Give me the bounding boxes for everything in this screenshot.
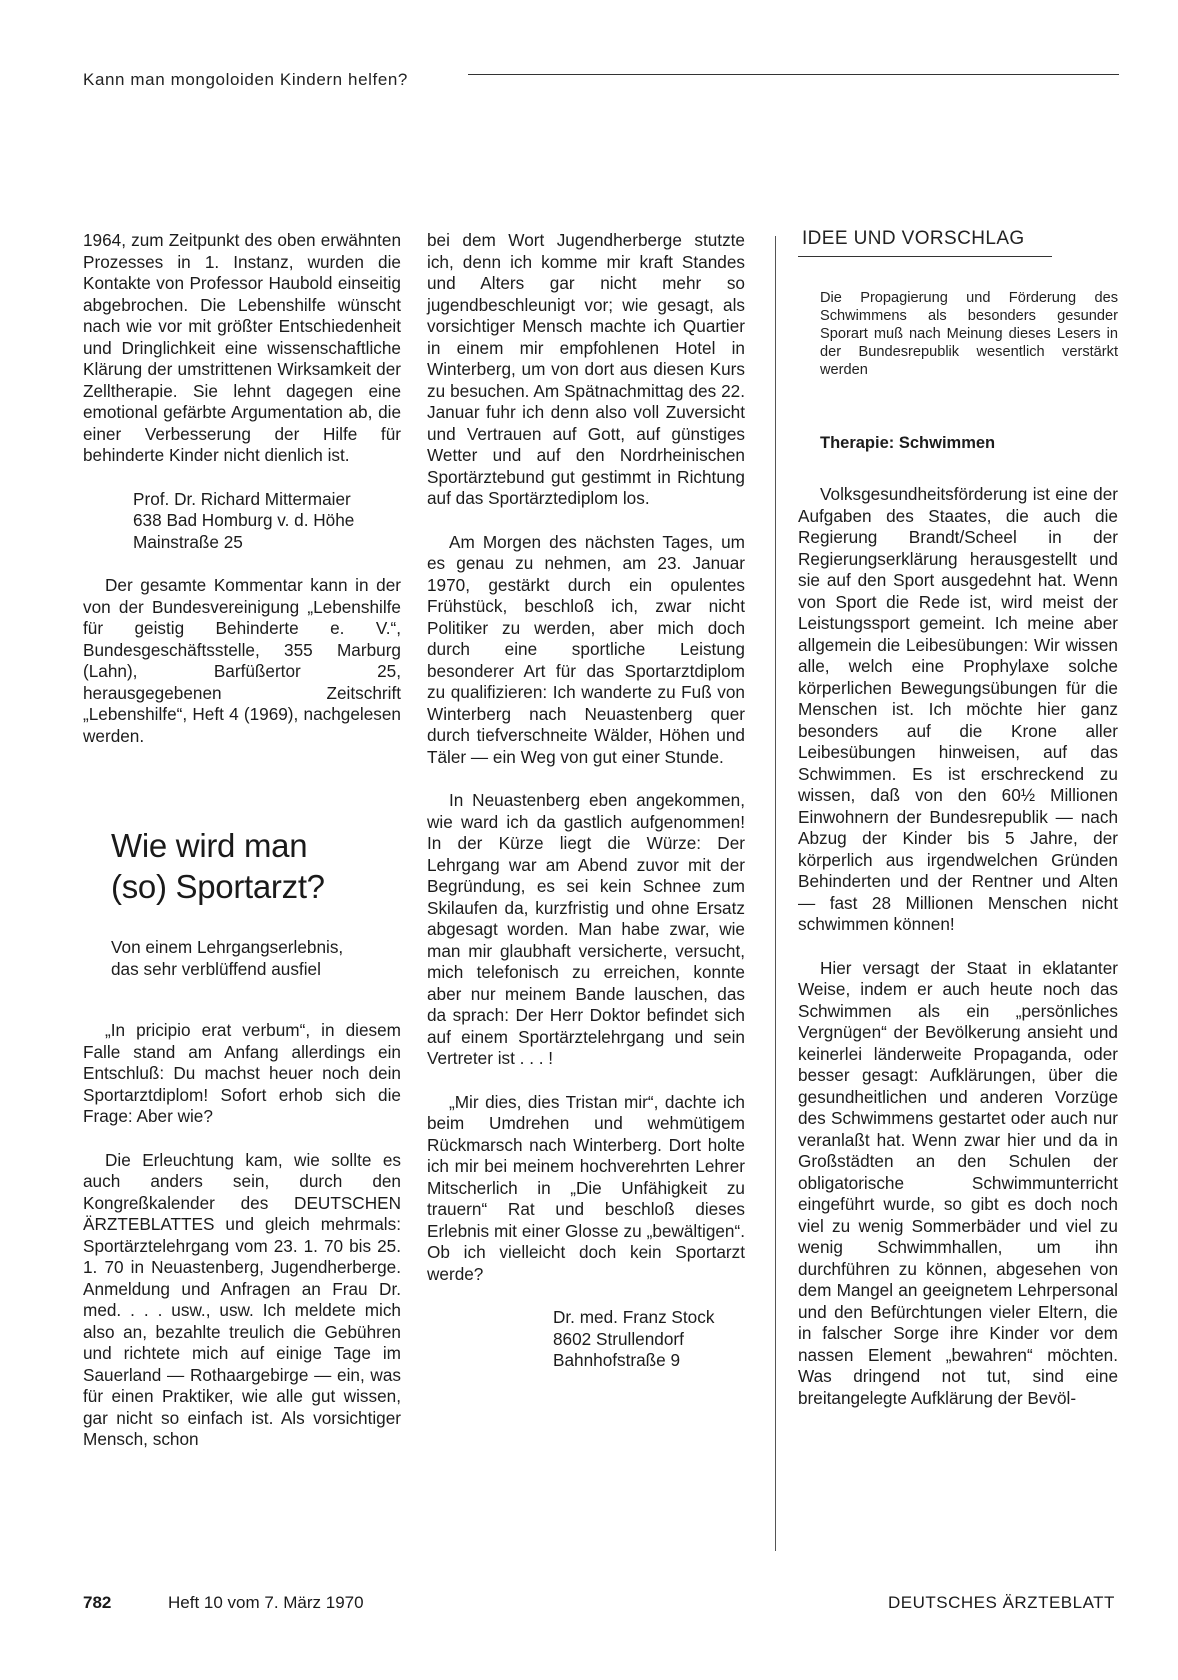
signature-city: 8602 Strullendorf [553,1328,684,1349]
article-lead [798,289,1118,379]
article-subhead [83,937,401,980]
column-rule [775,236,776,1551]
spacer [798,936,1118,958]
section-label: IDEE UND VORSCHLAG [798,228,1052,257]
lead-text: Die Propagierung und Förderung des Schwimmens als besonders gesunder Sporart muß nach Meinung dieses Lesers in der Bundesrepublik wesentlich verstärkt werden [820,289,1118,378]
signature-street: Mainstraße 25 [133,531,243,552]
spacer [427,510,745,532]
subhead-line: Von einem Lehrgangserlebnis, [111,937,344,957]
signature-name: Prof. Dr. Richard Mittermaier [133,488,351,509]
spacer [798,454,1118,484]
paragraph: bei dem Wort Jugendherberge stutzte ich, denn ich komme mir kraft Standes und Alters gar nicht mehr so jugendbeschleunigt vor; wie gesagt, als vorsichtiger Mensch machte ich Quartier in einem mir empfohlenen Hotel in Winterberg, um von dort aus diesen Kurs zu besuchen. Am Spätnachmittag des 22. Januar fuhr ich denn also voll Zuversicht und Vertrauen auf Gott, auf günstiges Wetter und auf den Nordrheinischen Sportärztebund gut gestimmt in Richtung auf das Sportärztediplom los. [427,230,745,508]
article-headline [83,825,401,907]
signature-block [83,489,401,554]
paragraph: Der gesamte Kommentar kann in der von der Bundesvereinigung „Lebenshilfe für geistig Behinderte e. V.“, Bundesgeschäftsstelle, 355 Marburg (Lahn), Barfüßertor 25, herausgegebenen Zeitschrift „Lebenshilfe“, Heft 4 (1969), nachgelesen werden. [83,575,401,746]
spacer [83,467,401,489]
column-middle [427,230,745,1372]
spacer [83,1128,401,1150]
page-number: 782 [83,1593,112,1612]
issue-info: Heft 10 vom 7. März 1970 [168,1593,364,1612]
spacer [427,1070,745,1092]
signature-name: Dr. med. Franz Stock [553,1307,715,1327]
spacer [83,553,401,575]
headline-line: Wie wird man [111,827,308,864]
paragraph: Am Morgen des nächsten Tages, um es genau zu nehmen, am 23. Januar 1970, gestärkt durch ein opulentes Frühstück, beschloß ich, zwar nicht Politiker zu werden, aber mich doch durch eine sportliche Leistung besonderer Art für das Sportarztdiplom zu qualifizieren: Ich wanderte zu Fuß von Winterberg nach Neuastenberg quer durch tiefverschneite Wälder, Höhen und Täler — ein Weg von gut einer Stunde. [427,531,745,767]
column-left [83,230,401,1451]
paragraph: Die Erleuchtung kam, wie sollte es auch anders sein, durch den Kongreßkalender des DEUTSCHEN ÄRZTEBLATTES und gleich mehrmals: Sportärztelehrgang vom 23. 1. 70 bis 25. 1. 70 in Neuastenberg, Jugendherberge. Anmeldung und Anfragen an Frau Dr. med. . . . usw., usw. Ich meldete mich also an, bezahlte treulich die Gebühren und richtete mich auf einige Tage im Sauerland — Rothaargebirge — ein, was für einen Praktiker, wie alle gut wissen, gar nicht so einfach ist. Als vorsichtiger Mensch, schon [83,1149,401,1449]
signature-block [427,1307,745,1372]
spacer [427,1285,745,1307]
running-head: Kann man mongoloiden Kindern helfen? [83,70,408,89]
paragraph: „In pricipio erat verbum“, in diesem Falle stand am Anfang allerdings ein Entschluß: Du machst heuer noch dein Sportarztdiplom! Sofort erhob sich die Frage: Aber wie? [83,1020,401,1126]
paragraph: 1964, zum Zeitpunkt des oben erwähnten Prozesses in 1. Instanz, wurden die Kontakte von Professor Haubold einseitig abgebrochen. Die Lebenshilfe wünscht nach wie vor mit größter Entschiedenheit und Dringlichkeit eine wissenschaftliche Klärung der umstrittenen Wirksamkeit der Zelltherapie. Sie lehnt dagegen eine emotional gefärbte Argumentation ab, die einer Verbesserung der Hilfe für behinderte Kinder nicht dienlich ist. [83,230,401,465]
paragraph: In Neuastenberg eben angekommen, wie ward ich da gastlich aufgenommen! In der Kürze liegt die Würze: Der Lehrgang war am Abend zuvor mit der Begründung, es sei kein Schnee zum Skilaufen da, kurzfristig und ohne Ersatz abgesagt worden. Man habe zwar, wie man mir glaubhaft versicherte, versucht, mich telefonisch zu erreichen, konnte aber nur meinem Bande lauschen, das da sprach: Der Herr Doktor befindet sich auf einem Sportärztelehrgang und sein Vertreter ist . . . ! [427,790,745,1068]
header-rule [468,74,1119,75]
journal-name: DEUTSCHES ÄRZTEBLATT [888,1593,1115,1612]
article-subtitle: Therapie: Schwimmen [820,433,996,452]
spacer [427,768,745,790]
paragraph: Hier versagt der Staat in eklatanter Weise, indem er auch heute noch das Schwimmen als ein „persönliches Vergnügen“ der Bevölkerung ansieht und keinerlei länderweite Propaganda, oder besser gesagt: Aufklärungen, über die gesundheitlichen und anderen Vorzüge des Schwimmens gestartet oder auch nur veranlaßt hat. Wenn zwar hier und da in Großstädten an den Schulen der obligatorische Schwimmunterricht eingeführt wurde, so gibt es doch noch viel zu wenig Sommerbäder und viel zu wenig Schwimmhallen, um ihn durchführen zu können, abgesehen von dem Mangel an geeignetem Lehrpersonal und den Befürchtungen vieler Eltern, die in falscher Sorge ihre Kinder vor dem nassen Element „bewahren“ möchten. Was dringend not tut, sind eine breitangelegte Aufklärung der Bevöl- [798,957,1118,1408]
signature-street: Bahnhofstraße 9 [553,1350,681,1370]
column-right [798,228,1118,1409]
headline-line: (so) Sportarzt? [111,868,325,905]
spacer [83,980,401,1020]
subhead-line: das sehr verblüffend ausfiel [111,958,321,979]
signature-city: 638 Bad Homburg v. d. Höhe [133,510,355,530]
paragraph: „Mir dies, dies Tristan mir“, dachte ich beim Umdrehen und wehmütigem Rückmarsch nach Winterberg. Dort holte ich mir bei meinem hochverehrten Lehrer Mitscherlich in „Die Unfähigkeit zu trauern“ Rat und beschloß dieses Erlebnis mit einer Glosse zu „bewältigen“. Ob ich vielleicht doch kein Sportarzt werde? [427,1091,745,1284]
paragraph: Volksgesundheitsförderung ist eine der Aufgaben des Staates, die auch die Regierung Brandt/Scheel in der Regierungserklärung herausgestellt und sie auf den Sport ausgedehnt hat. Wenn von Sport die Rede ist, wird meist der Leistungssport gemeint. Ich meine aber allgemein die Leibesübungen: Wir wissen alle, welch eine Prophylaxe solche körperlichen Bewegungsübungen für die Menschen ist. Ich möchte hier ganz besonders auf die Krone aller Leibesübungen hinweisen, auf das Schwimmen. Es ist erschreckend zu wissen, daß von den 60½ Millionen Einwohnern der Bundesrepublik — nach Abzug der Kinder bis 5 Jahre, der körperlich aus irgendwelchen Gründen Behinderten und der Rentner und Alten — fast 28 Millionen Menschen nicht schwimmen können! [798,484,1118,934]
